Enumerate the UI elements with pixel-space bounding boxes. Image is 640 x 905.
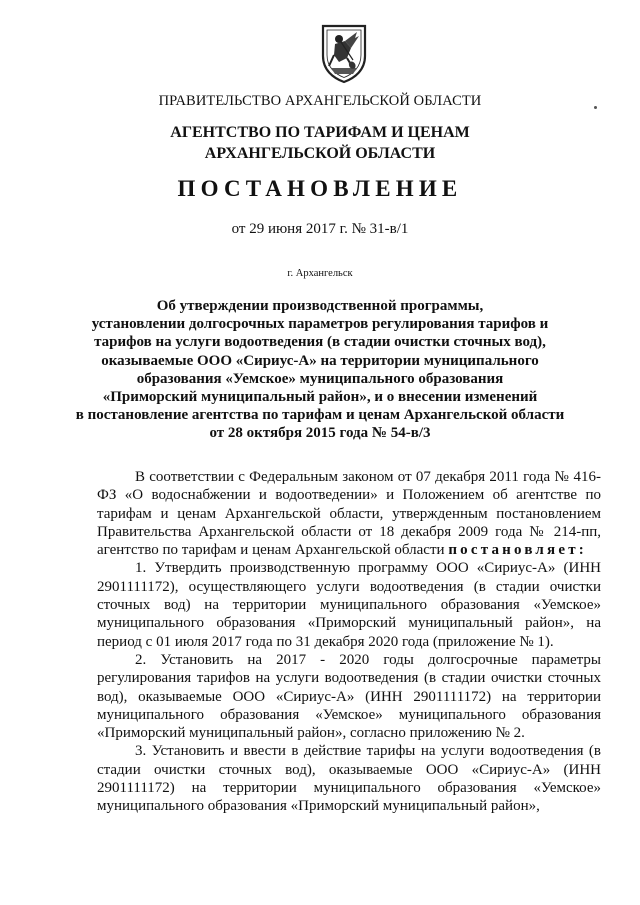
subject-line: от 28 октября 2015 года № 54-в/3 [209,425,431,442]
item-1-paragraph: 1. Утвердить производственную программу ООО «Сириус-А» (ИНН 2901111172), осуществляющего услуги водоотведения (в стадии очистки сточных вод) на территории муниципального образования «Уемское» муниципального образования «Приморский муниципальный район», на период с 01 июля 2017 года по 31 декабря 2020 года (приложение № 1). [97,560,601,650]
document-city: г. Архангельск [287,268,353,279]
preamble-text: В соответствии с Федеральным законом от 07 декабря 2011 года № 416-ФЗ «О водоснабжении и водоотведении» и Положением об агентстве по тарифам и ценам Архангельской области, утвержденным постановлением Правительства Архангельской области от 18 декабря 2009 года № 214-пп, агентство по тарифам и ценам Архангельской области [97,469,601,559]
preamble-paragraph [97,468,601,559]
agency-heading [0,122,640,164]
subject-line: в постановление агентства по тарифам и ценам Архангельской области [75,407,565,424]
coat-of-arms-emblem [317,22,371,84]
agency-line-1: АГЕНТСТВО ПО ТАРИФАМ И ЦЕНАМ [170,124,470,141]
item-3-paragraph: 3. Установить и ввести в действие тарифы на услуги водоотведения (в стадии очистки сточных вод), оказываемые ООО «Сириус-А» (ИНН 2901111172) на территории муниципального образования «Уемское» муниципального образования «Приморский муниципальный район», [97,743,601,815]
subject-line: Об утверждении производственной программы, [156,298,484,314]
subject-line: оказываемые ООО «Сириус-А» на территории муниципального [101,352,539,369]
resolves-word: постановляет: [448,542,587,559]
government-heading: ПРАВИТЕЛЬСТВО АРХАНГЕЛЬСКОЙ ОБЛАСТИ [158,93,482,109]
subject-line: установлении долгосрочных параметров регулирования тарифов и [91,316,549,333]
subject-line: «Приморский муниципальный район», и о внесении изменений [102,389,538,406]
subject-line: образования «Уемское» муниципального образования [136,370,504,387]
agency-line-2: АРХАНГЕЛЬСКОЙ ОБЛАСТИ [204,145,436,162]
subject-line: тарифов на услуги водоотведения (в стадии очистки сточных вод), [94,334,546,351]
document-subject [0,297,640,443]
document-body [97,468,601,816]
document-type-title: ПОСТАНОВЛЕНИЕ [177,176,463,201]
document-date-number: от 29 июня 2017 г. № 31-в/1 [231,221,409,237]
item-2-paragraph: 2. Установить на 2017 - 2020 годы долгосрочные параметры регулирования тарифов на услуги водоотведения (в стадии очистки сточных вод), оказываемые ООО «Сириус-А» (ИНН 2901111172) на территории муниципального образования «Уемское» муниципального образования «Приморский муниципальный район», согласно приложению № 2. [97,651,601,742]
